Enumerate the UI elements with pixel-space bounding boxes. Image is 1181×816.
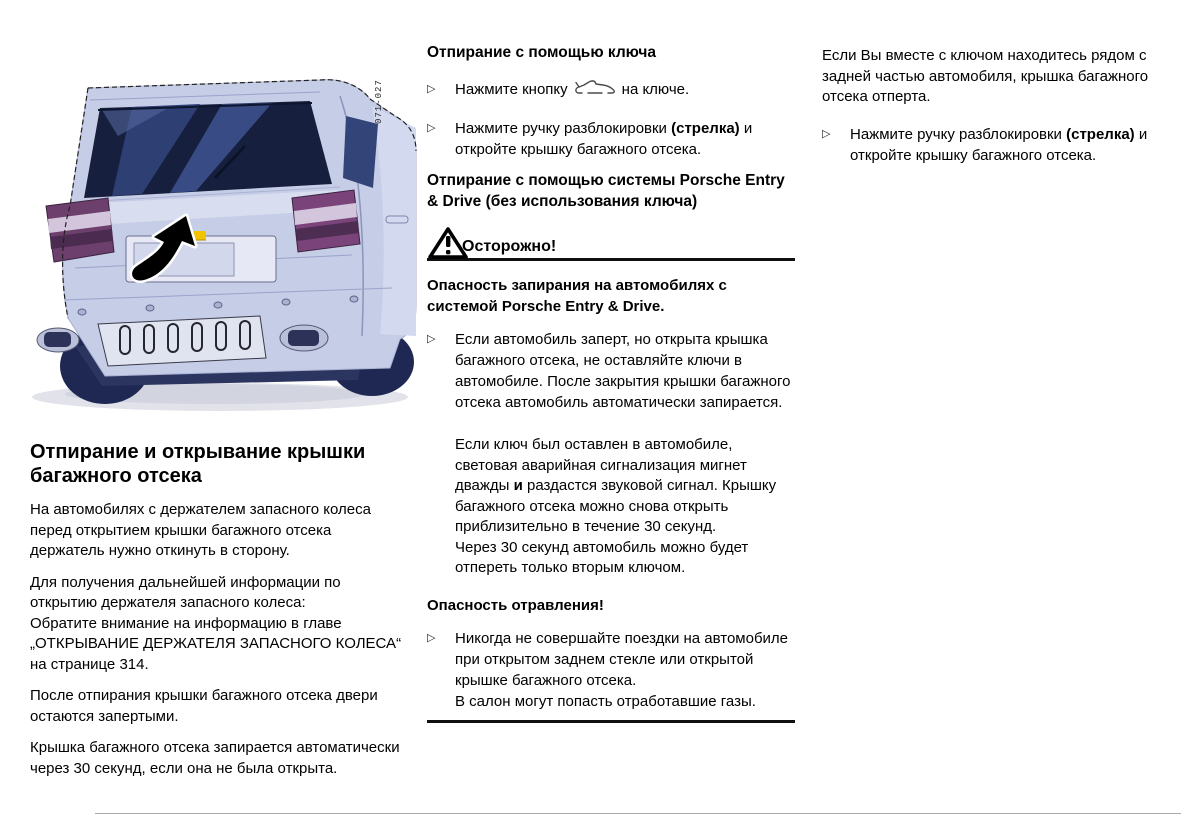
bullet-triangle-icon: ▷ xyxy=(427,333,436,345)
left-tail-light xyxy=(46,198,114,262)
paragraph xyxy=(30,573,402,676)
instruction-bullet xyxy=(427,79,795,100)
car-rear-illustration xyxy=(20,66,420,418)
figure-reference-label: 071-027 xyxy=(374,79,384,124)
paragraph-line: Для получения дальнейшей информации по открытию держателя запасного колеса: xyxy=(30,573,341,611)
bullet-text: Нажмите ручку разблокировки (стрелка) и откройте крышку багажного отсека. xyxy=(455,120,753,158)
warning-title-locking: Опасность запирания на автомобилях с системой Porsche Entry & Drive. xyxy=(427,277,727,315)
warning-bullet xyxy=(427,628,795,712)
warning-label: Осторожно! xyxy=(462,238,557,255)
warning-paragraph: Если ключ был оставлен в автомобиле, световая аварийная сигнализация мигнет дважды и раздастся звуковой сигнал. Крышку багажного отсека можно снова открыть приблизительно в течение 30 секунд. Через 30 секунд автомобиль можно будет отпереть только вторым ключом. xyxy=(455,435,795,579)
bullet-text: Нажмите кнопку на ключе. xyxy=(455,81,690,98)
warning-body xyxy=(427,261,795,723)
left-column xyxy=(30,440,402,790)
warning-header xyxy=(427,228,795,261)
page-bottom-rule xyxy=(95,813,1181,814)
side-window xyxy=(343,116,378,188)
paragraph: После отпирания крышки багажного отсека двери остаются запертыми. xyxy=(30,687,378,725)
bullet-triangle-icon: ▷ xyxy=(427,631,436,644)
bullet-triangle-icon: ▷ xyxy=(822,127,831,140)
paragraph: На автомобилях с держателем запасного колеса перед открытием крышки багажного отсека держатель нужно откинуть в сторону. xyxy=(30,501,371,559)
middle-column xyxy=(427,42,795,723)
bullet-text: Нажмите ручку разблокировки (стрелка) и откройте крышку багажного отсека. xyxy=(850,125,1148,164)
instruction-bullet xyxy=(427,118,795,160)
paragraph-line: Обратите внимание на информацию в главе „ОТКРЫВАНИЕ ДЕРЖАТЕЛЯ ЗАПАСНОГО КОЛЕСА“ на странице 314. xyxy=(30,614,402,673)
warning-paragraph-line: Через 30 секунд автомобиль можно будет отпереть только вторым ключом. xyxy=(455,538,749,576)
instruction-bullet xyxy=(822,124,1167,166)
warning-title-poisoning: Опасность отравления! xyxy=(427,596,604,614)
right-column xyxy=(822,46,1167,186)
car-rear-figure xyxy=(20,66,420,418)
bullet-text: Никогда не совершайте поездки на автомобиле при открытом заднем стекле или открытой крышке багажного отсека. В салон могут попасть отработавшие газы. xyxy=(455,629,789,710)
left-exhaust xyxy=(37,328,79,352)
section-heading-entry-drive: Отпирание с помощью системы Porsche Entry & Drive (без использования ключа) xyxy=(427,172,785,210)
paragraph: Если Вы вместе с ключом находитесь рядом с задней частью автомобиля, крышка багажного отсека отперта. xyxy=(822,47,1149,105)
page-title: Отпирание и открывание крышки багажного отсека xyxy=(30,441,366,487)
paragraph: Крышка багажного отсека запирается автоматически через 30 секунд, если она не была открыта. xyxy=(30,739,400,777)
bullet-triangle-icon: ▷ xyxy=(427,83,436,95)
section-heading-key-unlock: Отпирание с помощью ключа xyxy=(427,44,656,61)
right-exhaust xyxy=(280,325,328,351)
trunk-release-button-icon xyxy=(574,80,616,97)
warning-bullet: ▷ Если автомобиль заперт, но открыта крышка багажного отсека, не оставляйте ключи в автомобиле. После закрытия крышки багажного отсека автомобиль автоматически запирается. xyxy=(427,331,791,411)
bullet-triangle-icon: ▷ xyxy=(427,122,436,134)
right-tail-light xyxy=(292,190,360,252)
